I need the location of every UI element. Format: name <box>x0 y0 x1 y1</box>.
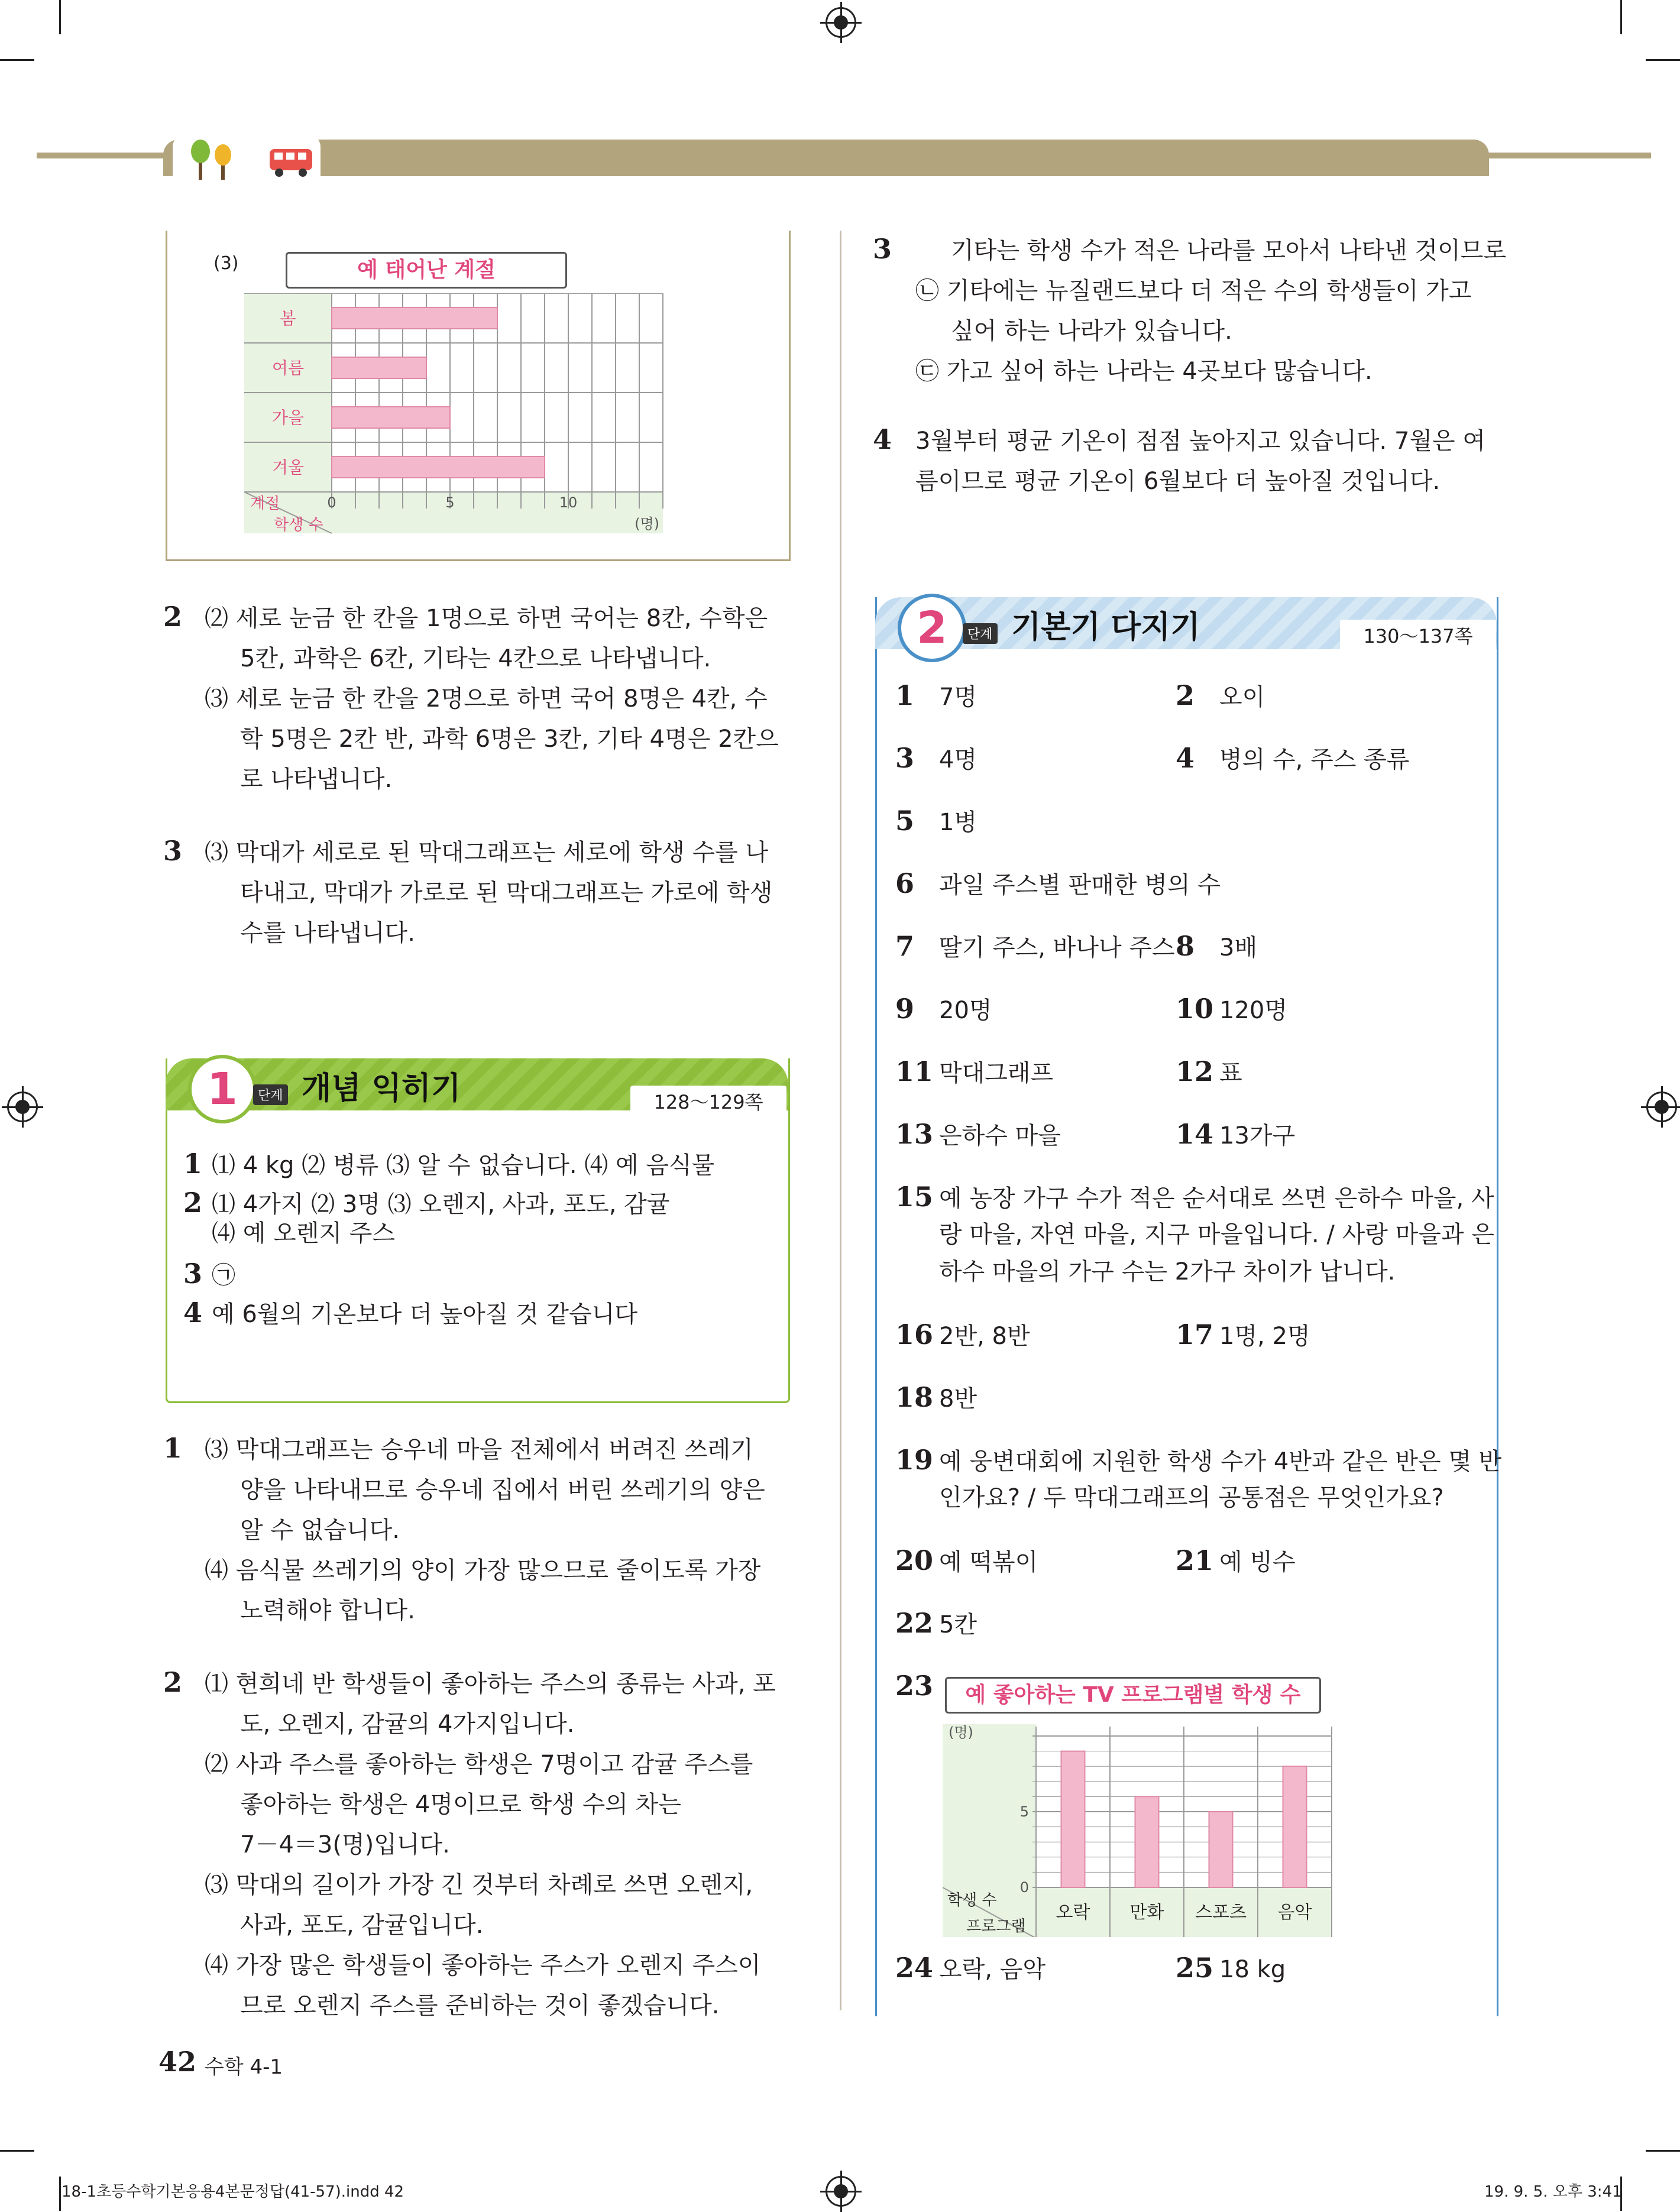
text-line: 므로 오렌지 주스를 준비하는 것이 좋겠습니다. <box>240 1992 720 2019</box>
answer-number: 2 <box>183 1187 203 1219</box>
crop-mark <box>0 2150 34 2152</box>
answer-number: 3 <box>895 742 915 774</box>
right-r4-number: 4 <box>873 423 892 455</box>
stage2-answer-row <box>895 866 1221 901</box>
graph2-category-label: 음악 <box>1277 1902 1312 1923</box>
stage1-pages: 128～129쪽 <box>630 1086 786 1119</box>
stage1-digit-circle: 1 <box>188 1055 257 1123</box>
crop-mark <box>59 0 61 34</box>
text-line: 름이므로 평균 기온이 6월보다 더 높아질 것입니다. <box>915 468 1441 495</box>
text-line: 학 5명은 2칸 반, 과학 6명은 3칸, 기타 4명은 2칸으 <box>240 726 779 753</box>
stage1-answer-row <box>183 1216 395 1251</box>
text-line: 5칸, 과학은 6칸, 기타는 4칸으로 나타냅니다. <box>240 645 711 672</box>
answer-text: 하수 마을의 가구 수는 2가구 차이가 납니다. <box>939 1258 1396 1286</box>
answer-number: 3 <box>183 1258 203 1290</box>
tree-icon <box>188 138 241 180</box>
text-line: ⑶ 막대그래프는 승우네 마을 전체에서 버려진 쓰레기 <box>205 1436 753 1463</box>
crop-mark <box>1646 59 1680 61</box>
stage2-answer-row <box>895 803 977 838</box>
registration-mark <box>1646 1092 1677 1122</box>
footer-date: 19. 9. 5. 오후 3:41 <box>1484 2183 1622 2201</box>
text-line: 수를 나타냅니다. <box>240 919 415 947</box>
header-tab <box>163 140 1489 176</box>
stage2-answer-row <box>1176 928 1257 964</box>
answer-text: 20명 <box>939 997 992 1024</box>
answer-number: 25 <box>1176 1951 1214 1984</box>
left-e1-number: 1 <box>163 1432 183 1464</box>
header-badge <box>173 135 321 180</box>
graph2-bar <box>1209 1812 1233 1887</box>
answer-number: 17 <box>1176 1319 1214 1351</box>
text-line: 3월부터 평균 기온이 점점 높아지고 있습니다. 7월은 여 <box>915 427 1486 455</box>
stage2-answer-row <box>1176 678 1265 713</box>
left-p3-number: 3 <box>163 835 183 867</box>
text-line: ⑷ 음식물 쓰레기의 양이 가장 많으므로 줄이도록 가장 <box>205 1557 761 1584</box>
answer-number: 22 <box>895 1607 934 1639</box>
stage2-answer-row <box>895 1442 1501 1478</box>
answer-number: 13 <box>895 1118 934 1150</box>
answer-text: 예 떡볶이 <box>939 1548 1038 1576</box>
graph2-bar <box>1061 1751 1085 1887</box>
graph1-bar <box>332 407 450 428</box>
stage1-answer-row <box>183 1185 669 1220</box>
left-e2-text <box>205 1664 776 2026</box>
answer-number: 8 <box>1176 930 1195 962</box>
stage2-answer-row <box>895 740 977 776</box>
answer-text: 오이 <box>1219 684 1265 711</box>
graph2-bar <box>1283 1766 1307 1887</box>
answer-text: 딸기 주스, 바나나 주스 <box>939 934 1175 961</box>
registration-mark <box>7 1092 38 1122</box>
crop-mark <box>1620 0 1622 34</box>
graph1-frame <box>166 231 791 561</box>
right-r4-text <box>915 421 1485 501</box>
graph2-tick-label: 5 <box>1019 1803 1029 1820</box>
stage1-answer-row <box>183 1146 714 1181</box>
graph1-bar <box>332 357 426 378</box>
answer-text: 은하수 마을 <box>939 1122 1061 1149</box>
graph1-bar <box>332 307 497 329</box>
graph2-tick-label: 0 <box>1019 1879 1029 1896</box>
answer-number: 18 <box>895 1381 934 1414</box>
footer-file: 18-1초등수학기본응용4본문정답(41-57).indd 42 <box>61 2183 404 2201</box>
text-line: ⑵ 사과 주스를 좋아하는 학생은 7명이고 감귤 주스를 <box>205 1751 753 1778</box>
stage2-answer-row <box>895 1543 1038 1578</box>
text-line: ⑶ 세로 눈금 한 칸을 2명으로 하면 국어 8명은 4칸, 수 <box>205 685 768 712</box>
answer-text: ⑴ 4가지 ⑵ 3명 ⑶ 오렌지, 사과, 포도, 감귤 <box>212 1191 670 1218</box>
answer-number: 20 <box>895 1544 934 1576</box>
text-line: 로 나타냅니다. <box>240 766 393 793</box>
answer-text: 7명 <box>939 684 977 711</box>
graph2-title: 예 좋아하는 TV 프로그램별 학생 수 <box>945 1677 1321 1714</box>
answer-text: 예 6월의 기온보다 더 높아질 것 같습니다 <box>212 1301 637 1328</box>
graph2-bar <box>1135 1796 1159 1887</box>
text-line: 양을 나타내므로 승우네 집에서 버린 쓰레기의 양은 <box>240 1476 765 1504</box>
stage2-answer-row <box>1176 1116 1295 1152</box>
stage2-answer-row <box>1176 1317 1310 1352</box>
answer-number: 2 <box>1176 679 1195 711</box>
stage2-answer-row <box>895 1480 1444 1515</box>
text-line: ⑵ 세로 눈금 한 칸을 1명으로 하면 국어는 8칸, 수학은 <box>205 605 768 632</box>
answer-text: 1병 <box>939 809 977 836</box>
answer-text: 예 농장 가구 수가 적은 순서대로 쓰면 은하수 마을, 사 <box>939 1185 1494 1212</box>
left-e2-number: 2 <box>163 1666 183 1698</box>
text-line: ⑴ 현희네 반 학생들이 좋아하는 주스의 종류는 사과, 포 <box>205 1670 776 1698</box>
answer-number: 11 <box>895 1055 934 1087</box>
graph1-category-label: 봄 <box>280 309 296 328</box>
text-line: ㉡ 기타에는 뉴질랜드보다 더 적은 수의 학생들이 가고 <box>915 277 1472 305</box>
stage2-answer-row <box>895 1317 1030 1352</box>
graph1-category-label: 가을 <box>271 408 305 427</box>
answer-text: 1명, 2명 <box>1219 1323 1310 1350</box>
text-line: 7－4＝3(명)입니다. <box>240 1831 450 1858</box>
answer-number: 4 <box>183 1297 203 1329</box>
graph1-row-header: 계절 <box>250 495 280 513</box>
stage2-answer-row <box>1176 1950 1286 1986</box>
answer-number: 7 <box>895 930 915 962</box>
stage2-answer-row <box>895 678 977 713</box>
stage2-answer-row <box>895 1605 977 1641</box>
graph1-unit: (명) <box>635 516 659 532</box>
stage2-answer-row <box>895 1379 977 1415</box>
stage2-answer-row <box>895 1217 1494 1252</box>
stage2-answer-row <box>895 1054 1053 1089</box>
answer-text: 5칸 <box>939 1611 977 1638</box>
answer-number: 16 <box>895 1319 934 1351</box>
text-line: 타내고, 막대가 가로로 된 막대그래프는 가로에 학생 <box>240 879 773 906</box>
stage2-answer-row <box>895 1668 939 1703</box>
stage2-answer-row <box>1176 740 1409 776</box>
text-line: ㉢ 가고 싶어 하는 나라는 4곳보다 많습니다. <box>915 358 1373 385</box>
text-line: 사과, 포도, 감귤입니다. <box>240 1912 484 1939</box>
answer-number: 21 <box>1176 1544 1214 1576</box>
answer-number: 12 <box>1176 1055 1214 1087</box>
answer-text: ⑴ 4 kg ⑵ 병류 ⑶ 알 수 없습니다. ⑷ 예 음식물 <box>212 1152 715 1179</box>
stage2-digit-circle: 2 <box>898 594 966 662</box>
graph1-col-header: 학생 수 <box>274 516 323 534</box>
stage2-answer-row <box>1176 1054 1242 1089</box>
answer-text: 13가구 <box>1219 1122 1296 1149</box>
text-line: ⑷ 가장 많은 학생들이 좋아하는 주스가 오렌지 주스이 <box>205 1952 761 1979</box>
graph1-bar <box>332 456 545 478</box>
graph1-chart <box>244 293 670 542</box>
graph2-row-header: 학생 수 <box>947 1892 997 1909</box>
stage1-answer-row <box>183 1256 235 1291</box>
answer-number: 6 <box>895 867 915 899</box>
right-r3-number: 3 <box>873 233 892 265</box>
answer-number: 19 <box>895 1444 934 1476</box>
graph1-category-label: 여름 <box>271 358 305 378</box>
page-number: 42 <box>158 2046 197 2078</box>
answer-text: 예 빙수 <box>1219 1548 1296 1576</box>
stage2-answer-row <box>1176 1543 1296 1578</box>
answer-text: 랑 마을, 자연 마을, 지구 마을입니다. / 사랑 마을과 은 <box>939 1220 1494 1248</box>
crop-mark <box>59 2177 61 2211</box>
graph1-title: 예 태어난 계절 <box>286 252 567 289</box>
graph1-tick-label: 5 <box>445 494 455 511</box>
answer-text: 과일 주스별 판매한 병의 수 <box>939 872 1221 899</box>
answer-text: 8반 <box>939 1385 977 1413</box>
answer-text: 예 웅변대회에 지원한 학생 수가 4반과 같은 반은 몇 반 <box>939 1448 1502 1476</box>
answer-text: 3배 <box>1219 934 1258 961</box>
answer-number: 10 <box>1176 993 1214 1025</box>
answer-number: 24 <box>895 1951 934 1984</box>
stage2-pages: 130～137쪽 <box>1340 620 1496 653</box>
answer-text: 병의 수, 주스 종류 <box>1219 746 1410 773</box>
stage2-answer-row <box>895 1950 1045 1986</box>
text-line: ⑶ 막대가 세로로 된 막대그래프는 세로에 학생 수를 나 <box>205 839 769 866</box>
stage2-answer-row <box>895 991 992 1026</box>
answer-text: ⑷ 예 오렌지 주스 <box>212 1220 395 1247</box>
answer-number: 4 <box>1176 742 1195 774</box>
registration-mark <box>826 7 856 38</box>
graph2-category-label: 만화 <box>1129 1902 1164 1923</box>
stage2-answer-row <box>895 1254 1395 1290</box>
graph2-category-label: 스포츠 <box>1195 1902 1247 1923</box>
stage2-title: 기본기 다지기 <box>1011 610 1200 645</box>
graph1-label: (3) <box>213 253 239 274</box>
graph2-category-label: 오락 <box>1056 1902 1090 1923</box>
text-line: ⑶ 막대의 길이가 가장 긴 것부터 차례로 쓰면 오렌지, <box>205 1871 753 1899</box>
answer-text: 18 kg <box>1219 1955 1286 1983</box>
answer-text: 표 <box>1219 1060 1242 1087</box>
crop-mark <box>1646 2150 1680 2152</box>
graph2-chart <box>943 1724 1333 1937</box>
book-title: 수학 4-1 <box>205 2055 283 2079</box>
left-p3-text <box>205 833 772 953</box>
text-line: 기타는 학생 수가 적은 나라를 모아서 나타낸 것이므로 <box>951 237 1507 264</box>
left-p2-text <box>205 598 779 799</box>
text-line: 좋아하는 학생은 4명이므로 학생 수의 차는 <box>240 1791 681 1818</box>
stage2-tag: 단계 <box>963 623 998 644</box>
answer-number: 23 <box>895 1669 934 1702</box>
stage1-tag: 단계 <box>253 1084 288 1105</box>
answer-number: 5 <box>895 805 915 837</box>
graph2-col-header: 프로그램 <box>966 1918 1026 1935</box>
stage1-answer-row <box>183 1295 637 1330</box>
text-line: 싶어 하는 나라가 있습니다. <box>951 318 1232 345</box>
answer-text: 120명 <box>1219 997 1287 1024</box>
graph1-tick-label: 0 <box>327 494 336 511</box>
answer-number: 1 <box>895 679 915 711</box>
stage2-answer-row <box>895 1179 1494 1215</box>
answer-number: 15 <box>895 1181 934 1213</box>
crop-mark <box>0 59 34 61</box>
stage2-answer-row <box>895 928 1175 964</box>
right-r3-text <box>915 231 1506 391</box>
answer-text: 2반, 8반 <box>939 1323 1030 1350</box>
answer-number: 1 <box>183 1148 203 1180</box>
answer-text: 막대그래프 <box>939 1060 1054 1087</box>
text-line: 도, 오렌지, 감귤의 4가지입니다. <box>240 1711 575 1738</box>
answer-number: 9 <box>895 993 915 1025</box>
bus-icon <box>268 147 313 177</box>
stage1-title: 개념 익히기 <box>302 1071 461 1106</box>
text-line: 알 수 없습니다. <box>240 1517 400 1544</box>
answer-number: 14 <box>1176 1118 1214 1150</box>
graph2-unit: (명) <box>949 1724 973 1741</box>
answer-text: 4명 <box>939 746 977 773</box>
left-e1-text <box>205 1430 765 1631</box>
graph1-tick-label: 10 <box>559 494 578 511</box>
text-line: 노력해야 합니다. <box>240 1597 415 1624</box>
stage2-answer-row <box>895 1116 1061 1152</box>
answer-text: ㉠ <box>212 1262 235 1289</box>
graph1-category-label: 겨울 <box>271 458 305 477</box>
answer-text: 오락, 음악 <box>939 1955 1045 1983</box>
registration-mark <box>826 2176 856 2207</box>
column-divider <box>840 231 841 2010</box>
stage2-answer-row <box>1176 991 1287 1026</box>
left-p2-number: 2 <box>163 601 183 633</box>
answer-text: 인가요? / 두 막대그래프의 공통점은 무엇인가요? <box>939 1484 1444 1511</box>
